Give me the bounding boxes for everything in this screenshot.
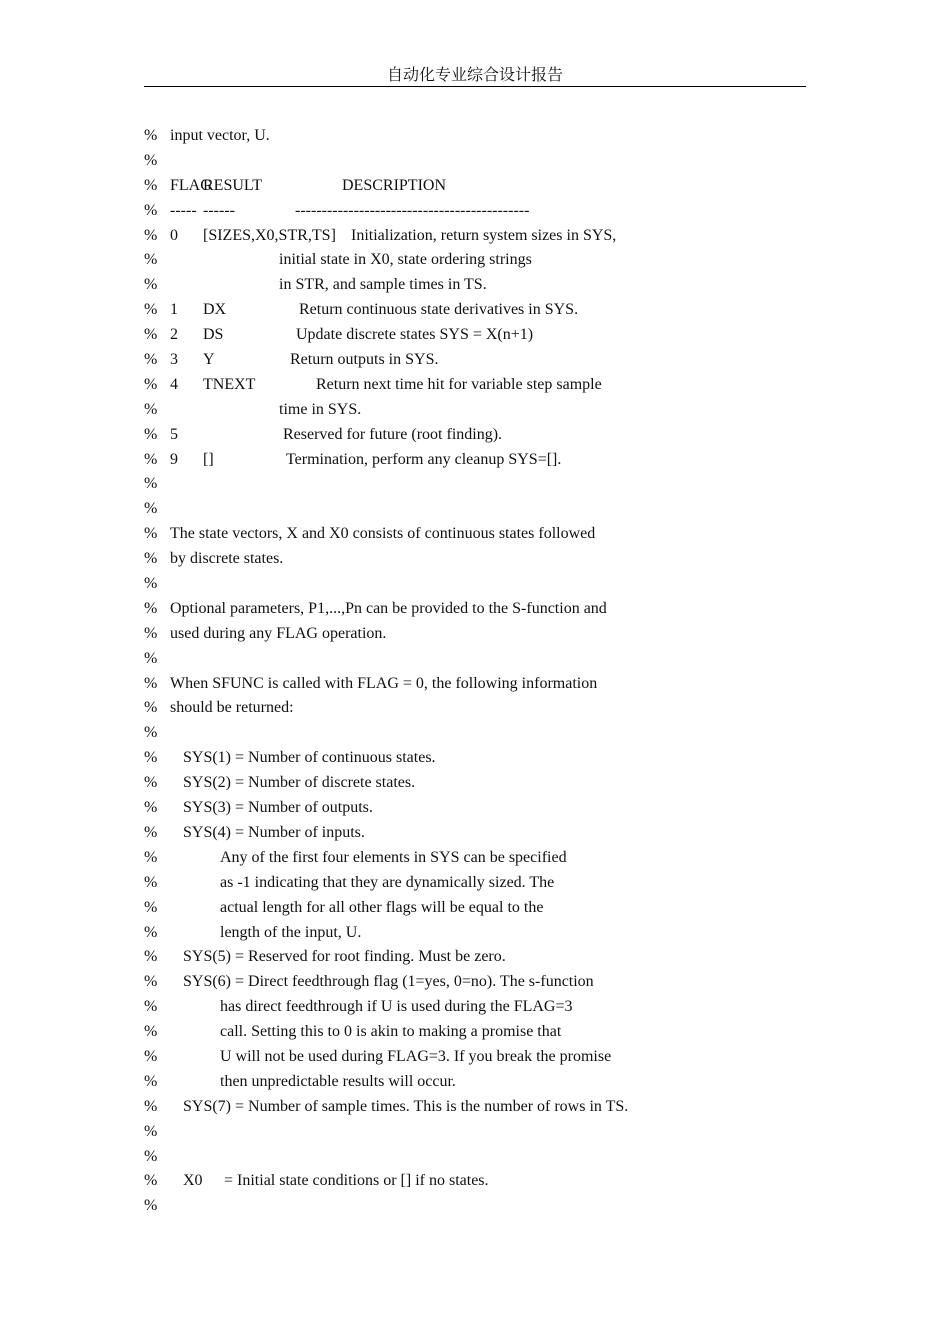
code-line [0, 1020, 950, 1045]
code-line [0, 672, 950, 697]
code-line [0, 746, 950, 771]
page-header-title: 自动化专业综合设计报告 [386, 67, 563, 84]
comment-marker: % [144, 226, 158, 244]
code-line [0, 597, 950, 622]
code-line [0, 149, 950, 174]
code-line [0, 199, 950, 224]
line-col-result: [] [203, 450, 214, 468]
line-col-result: Y [203, 351, 215, 369]
line-col-result: RESULT [203, 176, 262, 194]
line-col-desc: in STR, and sample times in TS. [279, 276, 487, 294]
line-cont: actual length for all other flags will be equal to the [220, 898, 544, 916]
comment-marker: % [144, 898, 158, 916]
line-col-flag: 3 [170, 351, 178, 369]
line-text: Optional parameters, P1,...,Pn can be provided to the S-function and [170, 599, 607, 617]
line-col-flag: 5 [170, 425, 178, 443]
code-line [0, 1194, 950, 1219]
code-line [0, 945, 950, 970]
comment-marker: % [144, 749, 158, 767]
code-line [0, 472, 950, 497]
comment-marker: % [144, 923, 158, 941]
code-line [0, 1145, 950, 1170]
code-line [0, 771, 950, 796]
comment-marker: % [144, 1197, 158, 1215]
header-rule [144, 86, 806, 87]
code-line [0, 323, 950, 348]
code-line [0, 124, 950, 149]
comment-marker: % [144, 1147, 158, 1165]
line-col-result: TNEXT [203, 375, 256, 393]
code-line [0, 248, 950, 273]
line-sys: SYS(3) = Number of outputs. [183, 799, 373, 817]
code-line [0, 921, 950, 946]
line-col-flag: 0 [170, 226, 178, 244]
line-cont: then unpredictable results will occur. [220, 1072, 456, 1090]
line-col-flag: 9 [170, 450, 178, 468]
comment-marker: % [144, 873, 158, 891]
code-line [0, 622, 950, 647]
comment-marker: % [144, 475, 158, 493]
line-sys: SYS(5) = Reserved for root finding. Must be zero. [183, 948, 506, 966]
comment-marker: % [144, 774, 158, 792]
comment-marker: % [144, 500, 158, 518]
comment-marker: % [144, 326, 158, 344]
line-col-result: DS [203, 326, 224, 344]
line-col-result: DX [203, 301, 227, 319]
comment-marker: % [144, 799, 158, 817]
code-line [0, 497, 950, 522]
code-line [0, 547, 950, 572]
code-line [0, 423, 950, 448]
comment-marker: % [144, 1097, 158, 1115]
line-col-desc: Reserved for future (root finding). [283, 425, 503, 443]
code-line [0, 1045, 950, 1070]
code-line [0, 995, 950, 1020]
line-text: should be returned: [170, 699, 294, 717]
line-col-desc: DESCRIPTION [342, 176, 447, 194]
code-line [0, 1169, 950, 1194]
code-line [0, 398, 950, 423]
line-col-result: ------ [203, 201, 235, 219]
code-line [0, 224, 950, 249]
line-sys: X0 [183, 1172, 203, 1190]
code-comment-block [0, 124, 950, 1219]
code-line [0, 1070, 950, 1095]
comment-marker: % [144, 624, 158, 642]
line-cont: as -1 indicating that they are dynamically sized. The [220, 873, 555, 891]
comment-marker: % [144, 599, 158, 617]
comment-marker: % [144, 251, 158, 269]
line-text: When SFUNC is called with FLAG = 0, the following information [170, 674, 598, 692]
comment-marker: % [144, 550, 158, 568]
line-sys: SYS(7) = Number of sample times. This is the number of rows in TS. [183, 1097, 629, 1115]
comment-marker: % [144, 176, 158, 194]
comment-marker: % [144, 127, 158, 144]
line-col-desc: Update discrete states SYS = X(n+1) [296, 326, 534, 344]
comment-marker: % [144, 823, 158, 841]
line-text: used during any FLAG operation. [170, 624, 387, 642]
line-x0-desc: = Initial state conditions or [] if no states. [224, 1172, 489, 1190]
line-sys: SYS(6) = Direct feedthrough flag (1=yes, 0=no). The s-function [183, 973, 594, 991]
line-cont: call. Setting this to 0 is akin to making a promise that [220, 1023, 562, 1041]
code-line [0, 1120, 950, 1145]
code-line [0, 871, 950, 896]
line-cont: length of the input, U. [220, 923, 362, 941]
line-col-flag: ----- [170, 201, 197, 219]
comment-marker: % [144, 151, 158, 169]
line-col-flag: 4 [170, 375, 178, 393]
line-text: The state vectors, X and X0 consists of continuous states followed [170, 525, 596, 543]
line-col-desc: Return outputs in SYS. [290, 351, 439, 369]
comment-marker: % [144, 525, 158, 543]
code-line [0, 348, 950, 373]
comment-marker: % [144, 575, 158, 593]
comment-marker: % [144, 201, 158, 219]
comment-marker: % [144, 1072, 158, 1090]
line-cont: has direct feedthrough if U is used during the FLAG=3 [220, 998, 573, 1016]
line-cont: U will not be used during FLAG=3. If you break the promise [220, 1047, 612, 1065]
comment-marker: % [144, 351, 158, 369]
comment-marker: % [144, 948, 158, 966]
code-line [0, 572, 950, 597]
line-text: by discrete states. [170, 550, 284, 568]
line-col-result: [SIZES,X0,STR,TS] [203, 226, 336, 244]
comment-marker: % [144, 276, 158, 294]
code-line [0, 821, 950, 846]
line-sys: SYS(2) = Number of discrete states. [183, 774, 416, 792]
comment-marker: % [144, 649, 158, 667]
line-col-desc: Return next time hit for variable step sample [316, 375, 602, 393]
code-line [0, 896, 950, 921]
comment-marker: % [144, 848, 158, 866]
code-line [0, 373, 950, 398]
code-line [0, 448, 950, 473]
code-line [0, 721, 950, 746]
line-col-flag: 1 [170, 301, 178, 319]
code-line [0, 174, 950, 199]
code-line [0, 846, 950, 871]
comment-marker: % [144, 375, 158, 393]
comment-marker: % [144, 425, 158, 443]
code-line [0, 796, 950, 821]
code-line [0, 696, 950, 721]
comment-marker: % [144, 699, 158, 717]
line-col-flag: FLAG [170, 176, 212, 194]
comment-marker: % [144, 301, 158, 319]
comment-marker: % [144, 973, 158, 991]
line-col-desc: -------------------------------------------- [295, 201, 530, 219]
comment-marker: % [144, 1122, 158, 1140]
line-col-flag: 2 [170, 326, 178, 344]
code-line [0, 522, 950, 547]
line-sys: SYS(1) = Number of continuous states. [183, 749, 436, 767]
comment-marker: % [144, 450, 158, 468]
code-line [0, 647, 950, 672]
code-line [0, 273, 950, 298]
code-line [0, 298, 950, 323]
comment-marker: % [144, 1172, 158, 1190]
comment-marker: % [144, 998, 158, 1016]
line-col-desc: Initialization, return system sizes in SYS, [351, 226, 617, 244]
comment-marker: % [144, 724, 158, 742]
line-col-desc: time in SYS. [279, 400, 362, 418]
line-sys: SYS(4) = Number of inputs. [183, 823, 365, 841]
comment-marker: % [144, 674, 158, 692]
line-col-desc: Return continuous state derivatives in SYS. [299, 301, 579, 319]
line-cont: Any of the first four elements in SYS can be specified [220, 848, 567, 866]
comment-marker: % [144, 1023, 158, 1041]
line-col-desc: initial state in X0, state ordering strings [279, 251, 532, 269]
code-line [0, 970, 950, 995]
line-text: input vector, U. [170, 127, 270, 144]
line-col-desc: Termination, perform any cleanup SYS=[]. [286, 450, 562, 468]
comment-marker: % [144, 400, 158, 418]
code-line [0, 1095, 950, 1120]
comment-marker: % [144, 1047, 158, 1065]
